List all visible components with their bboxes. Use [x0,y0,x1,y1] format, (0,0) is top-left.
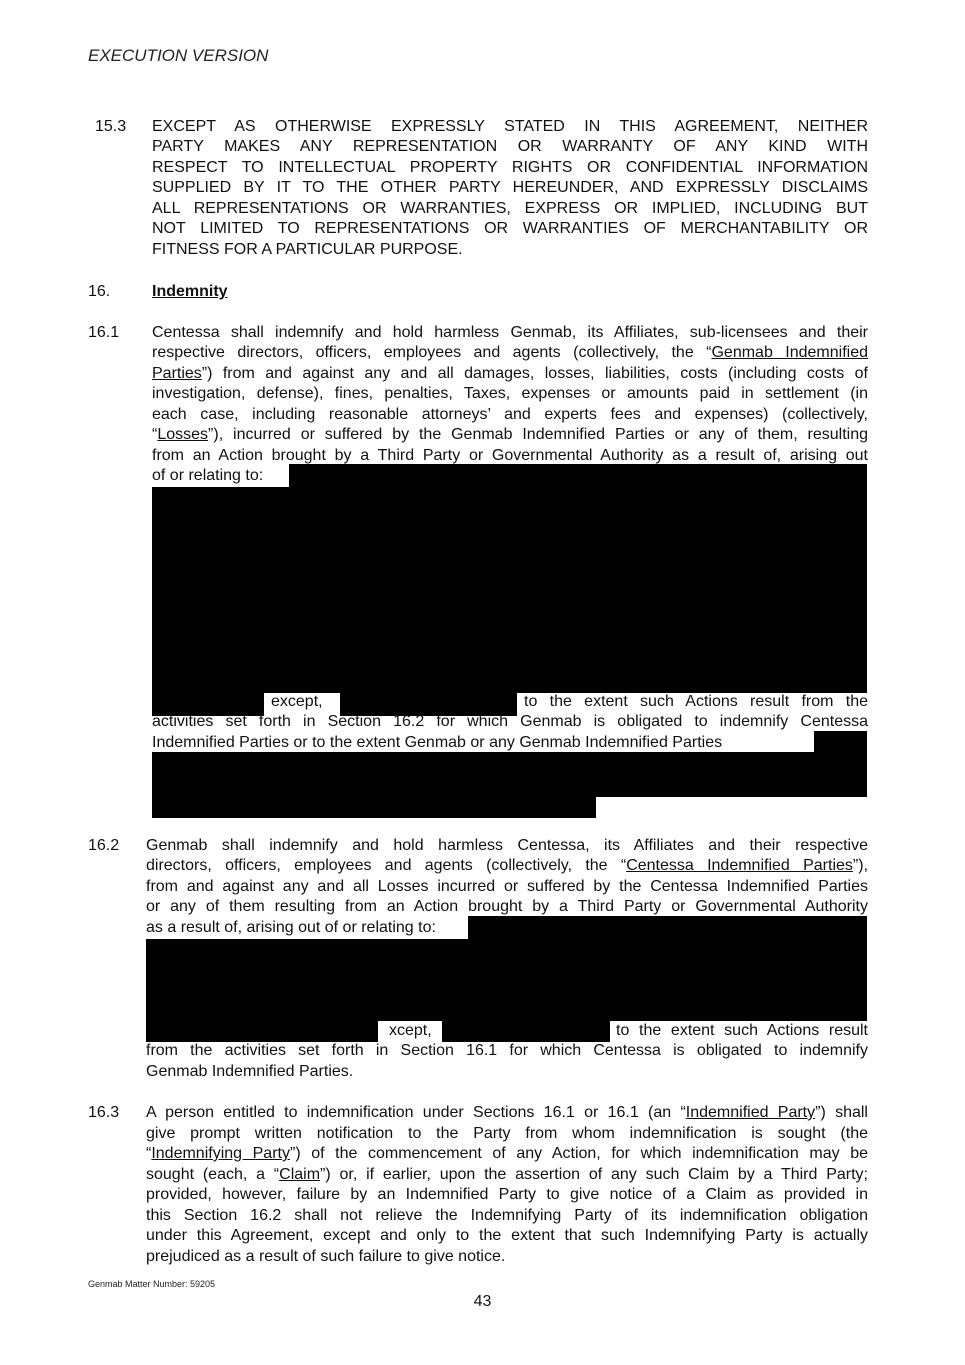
paragraph-line: investigation, defense), fines, penalties, Taxes, expenses or amounts paid in settlement (in [152,385,868,402]
paragraph-line: RESPECT TO INTELLECTUAL PROPERTY RIGHTS OR CONFIDENTIAL INFORMATION [152,159,868,176]
paragraph-line: to the extent such Actions result from the [524,693,868,710]
paragraph-line: SUPPLIED BY IT TO THE OTHER PARTY HEREUNDER, AND EXPRESSLY DISCLAIMS [152,179,868,196]
defined-term: Genmab Indemnified [711,344,868,361]
paragraph-line: to the extent such Actions result [616,1022,868,1039]
paragraph-line [152,425,868,445]
redaction-block [468,916,867,940]
paragraph-line [146,1144,868,1164]
paragraph-line: give prompt written notification to the Party from whom indemnification is sought (the [146,1125,868,1142]
paragraph-line: PARTY MAKES ANY REPRESENTATION OR WARRANTY OF ANY KIND WITH [152,138,868,155]
paragraph-line: prejudiced as a result of such failure to give notice. [146,1248,506,1265]
paragraph-line: Genmab Indemnified Parties. [146,1063,354,1080]
paragraph-line: Indemnified Parties or to the extent Genmab or any Genmab Indemnified Parties [152,734,723,751]
defined-term: Claim [279,1166,321,1183]
section-number: 16.3 [88,1104,120,1121]
redaction-block [146,939,867,1021]
paragraph-line: Genmab shall indemnify and hold harmless Centessa, its Affiliates and their respective [146,837,868,854]
paragraph-line: provided, however, failure by an Indemnified Party to give notice of a Claim as provided in [146,1186,868,1203]
paragraph-line: activities set forth in Section 16.2 for which Genmab is obligated to indemnify Centessa [152,713,868,730]
text-run: sought (each, a “ [146,1166,280,1183]
text-run: ”), incurred or suffered by the Genmab Indemnified Parties or any of them, resulting [208,426,868,443]
section-number: 16.2 [88,837,120,854]
redaction-block [442,1020,610,1042]
paragraph-line: of or relating to: [152,467,264,484]
paragraph-line: Centessa shall indemnify and hold harmless Genmab, its Affiliates, sub-licensees and their [152,324,868,341]
paragraph-line: from and against any and all Losses incurred or suffered by the Centessa Indemnified Parties [146,878,868,895]
section-number: 16. [88,283,111,300]
text-run: ”) shall [815,1104,868,1121]
section-number: 16.1 [88,324,120,341]
text-run: respective directors, officers, employees and agents (collectively, the “ [152,344,712,361]
paragraph-line: this Section 16.2 shall not relieve the Indemnifying Party of its indemnification obligation [146,1207,868,1224]
paragraph-line: FITNESS FOR A PARTICULAR PURPOSE. [152,241,463,258]
document-version-label: EXECUTION VERSION [88,46,269,65]
defined-term: Parties [152,365,202,382]
text-run: ”) of the commencement of any Action, for which indemnification may be [289,1145,868,1162]
text-run: ”), [852,857,869,874]
page-number: 43 [473,1293,492,1310]
redaction-block [152,487,867,693]
paragraph-line [152,343,868,363]
text-run: “ [152,426,158,443]
paragraph-line: as a result of, arising out of or relating to: [146,919,436,936]
defined-term: Indemnified Party [685,1104,816,1121]
paragraph-line: under this Agreement, except and only to the extent that such Indemnifying Party is actually [146,1227,868,1244]
redaction-block [146,1020,378,1042]
paragraph-line [152,364,868,384]
paragraph-line [146,856,868,876]
redaction-block [152,752,867,797]
paragraph-line: NOT LIMITED TO REPRESENTATIONS OR WARRANTIES OF MERCHANTABILITY OR [152,220,868,237]
text-run: ”) from and against any and all damages, losses, liabilities, costs (including costs of [201,365,868,382]
text-run: directors, officers, employees and agents (collectively, the “ [146,857,627,874]
paragraph-line: each case, including reasonable attorneys’ and experts fees and expenses) (collectively, [152,406,868,423]
redaction-block [814,731,867,753]
paragraph-line: or any of them resulting from an Action brought by a Third Party or Governmental Authority [146,898,868,915]
paragraph-line: from an Action brought by a Third Party or Governmental Authority as a result of, arising out [152,447,868,464]
paragraph-line: except, [271,693,323,710]
redaction-block [152,796,596,818]
paragraph-line: xcept, [389,1022,432,1039]
defined-term: Losses [157,426,209,443]
section-number: 15.3 [95,118,127,135]
redaction-block [289,464,867,488]
defined-term: Indemnifying Party [151,1145,290,1162]
text-run: A person entitled to indemnification under Sections 16.1 or 16.1 (an “ [146,1104,686,1121]
defined-term: Centessa Indemnified Parties [626,857,853,874]
paragraph-line [146,1103,868,1123]
paragraph-line [146,1165,868,1185]
section-title: Indemnity [152,283,228,300]
paragraph-line: from the activities set forth in Section 16.1 for which Centessa is obligated to indemnify [146,1042,868,1059]
paragraph-line: ALL REPRESENTATIONS OR WARRANTIES, EXPRESS OR IMPLIED, INCLUDING BUT [152,200,868,217]
text-run: “ [146,1145,152,1162]
paragraph-line: EXCEPT AS OTHERWISE EXPRESSLY STATED IN THIS AGREEMENT, NEITHER [152,118,868,135]
matter-number: Genmab Matter Number: 59205 [88,1279,216,1289]
text-run: ”) or, if earlier, upon the assertion of any such Claim by a Third Party; [320,1166,868,1183]
